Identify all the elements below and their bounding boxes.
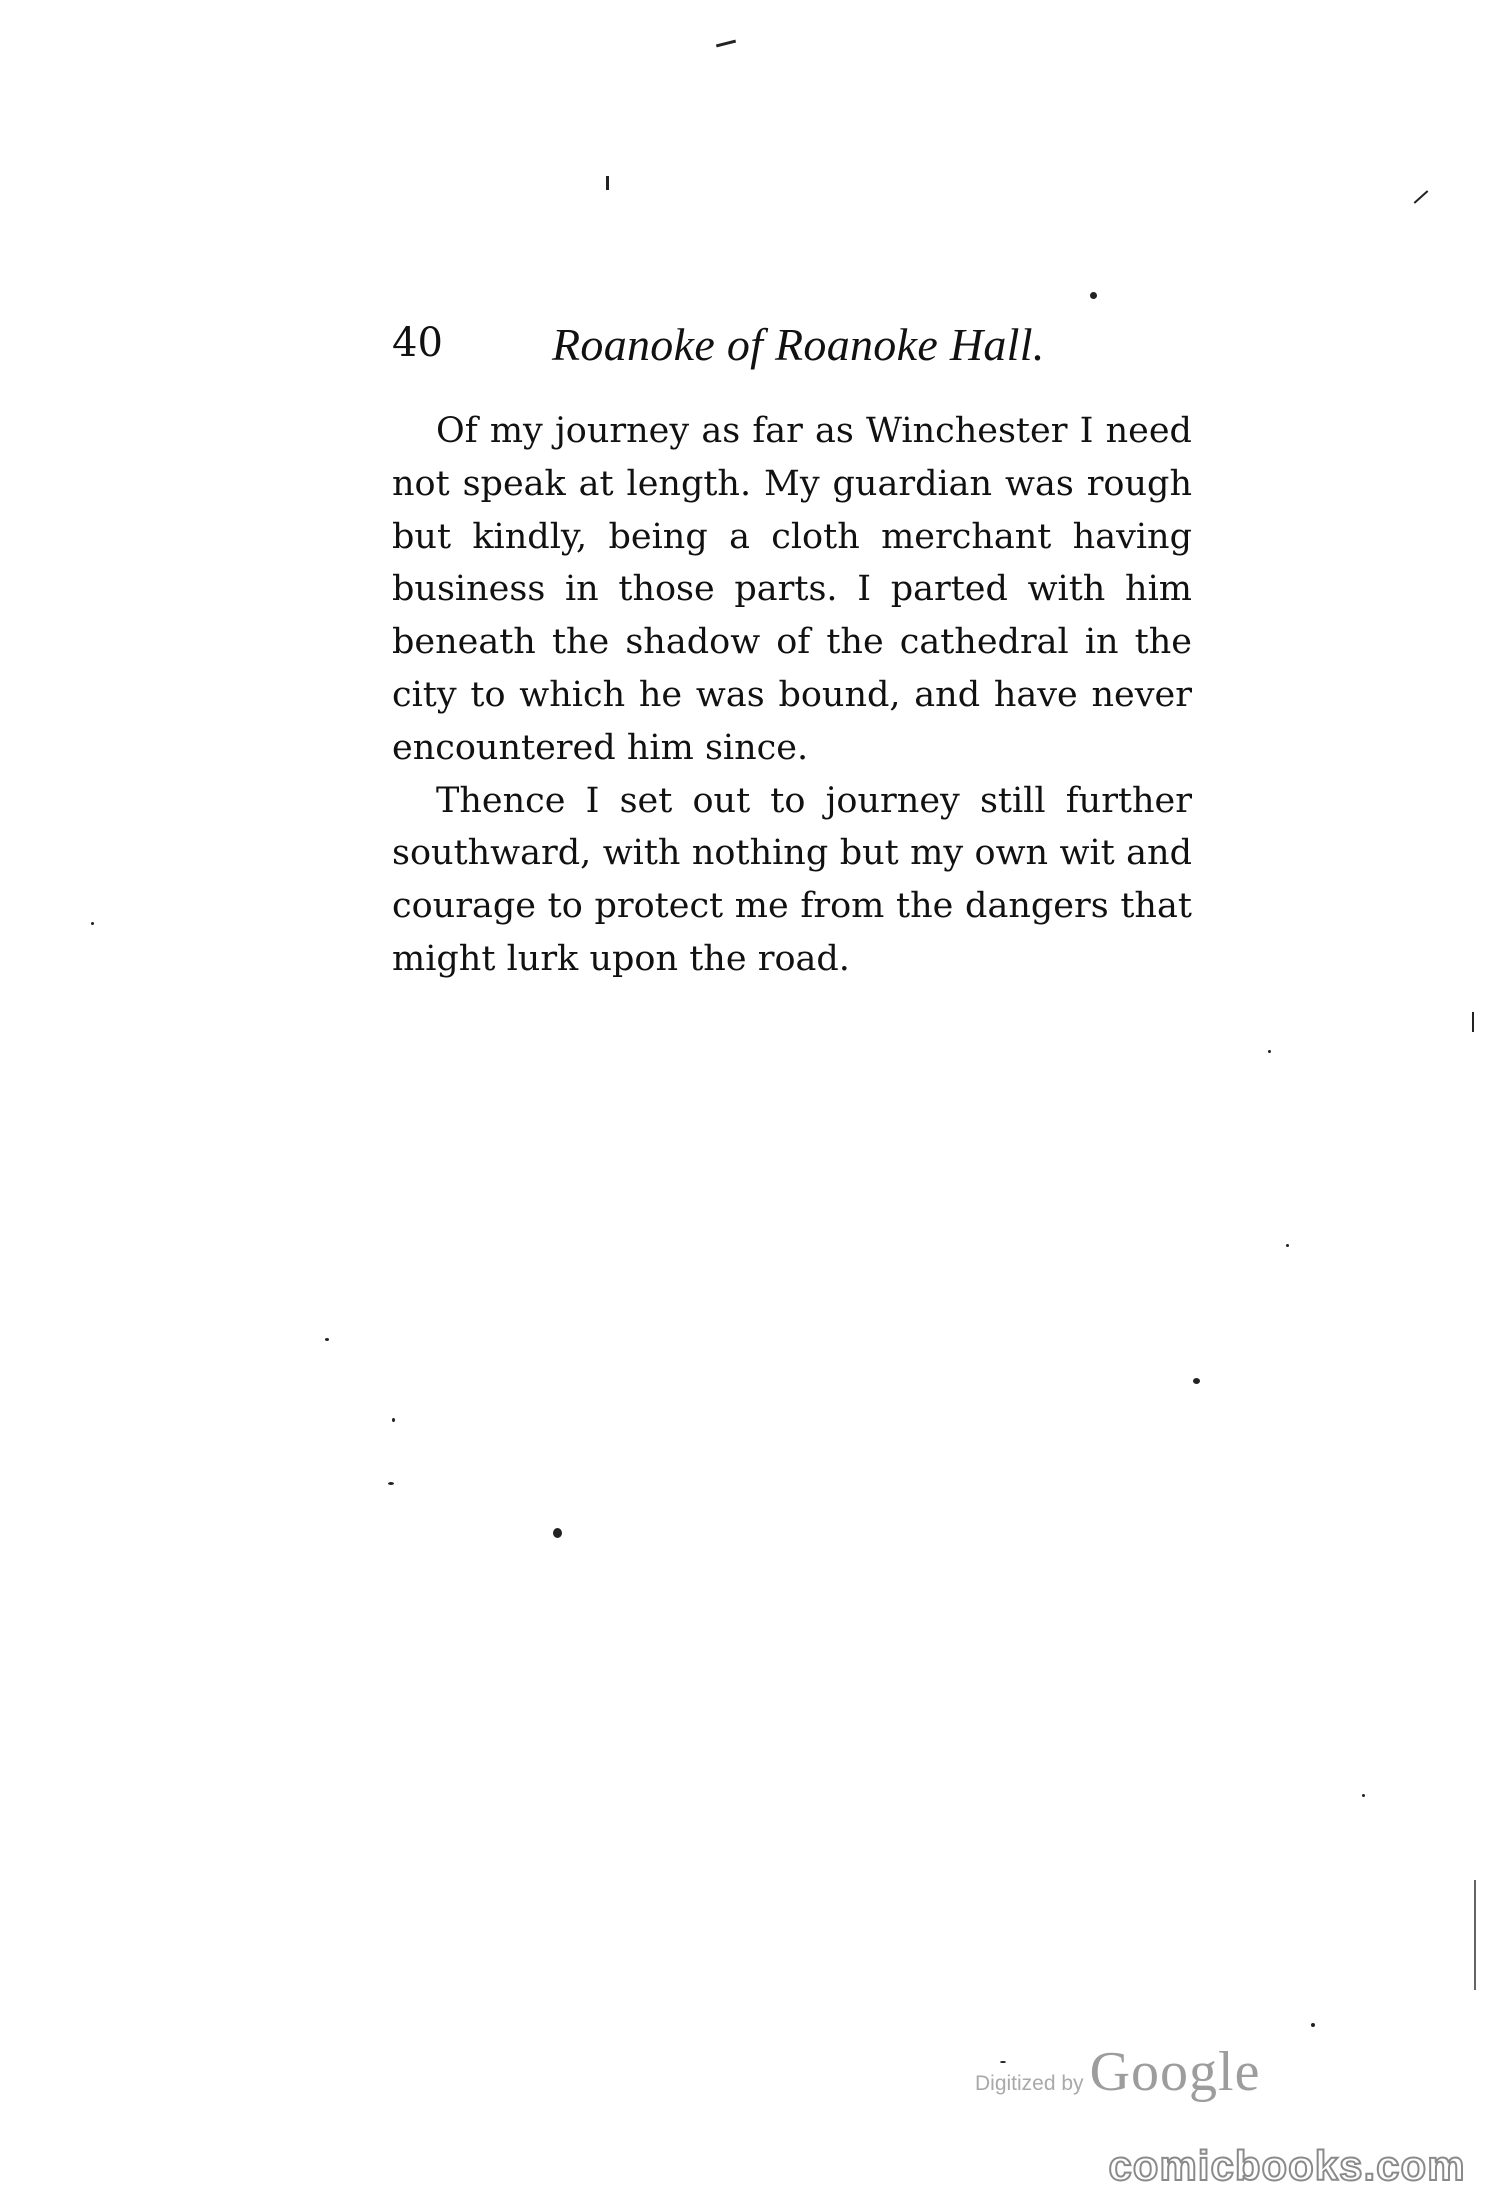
word: but <box>839 833 899 874</box>
scan-speck <box>1090 292 1097 299</box>
word: me <box>734 886 789 927</box>
text-line <box>392 775 1192 828</box>
word: rough <box>1086 463 1192 504</box>
word: merchant <box>881 516 1052 557</box>
word: cloth <box>771 516 860 557</box>
word: but <box>392 516 452 557</box>
word: from <box>800 886 885 927</box>
word: my <box>910 833 964 874</box>
word: which <box>519 674 626 715</box>
word: the <box>1134 622 1192 663</box>
google-logo: Google <box>1089 2041 1261 2103</box>
word: he <box>638 674 683 715</box>
text-line <box>392 722 1192 775</box>
text-line <box>392 616 1192 669</box>
word: lurk <box>506 938 579 979</box>
scan-speck <box>1362 1794 1365 1797</box>
word: my <box>489 411 543 451</box>
word: those <box>618 569 715 610</box>
word: encountered <box>392 727 616 768</box>
scan-mark <box>606 176 609 190</box>
word: southward, <box>392 833 592 874</box>
word: the <box>689 938 747 979</box>
scan-speck <box>392 1418 395 1422</box>
word: to <box>770 780 806 821</box>
word: upon <box>589 938 679 979</box>
scan-speck <box>1268 1050 1271 1053</box>
word: him <box>626 727 694 768</box>
body-text <box>392 405 1192 986</box>
word: road. <box>757 938 850 979</box>
word: might <box>392 938 496 979</box>
word: wit <box>1059 833 1115 874</box>
word: since. <box>704 727 809 768</box>
word: dangers <box>965 886 1109 927</box>
running-title: Roanoke of Roanoke Hall. <box>552 319 1045 370</box>
word: nothing <box>691 833 829 874</box>
word: guardian <box>832 463 993 504</box>
word: was <box>695 674 765 715</box>
word: journey <box>554 411 690 451</box>
word: with <box>602 833 681 874</box>
word: city <box>392 674 457 715</box>
paragraph-2 <box>392 775 1192 986</box>
word: length. <box>626 463 752 504</box>
scan-speck <box>1193 1378 1200 1384</box>
running-head <box>392 318 1192 378</box>
word: far <box>752 411 803 451</box>
scan-mark <box>1474 1880 1476 1990</box>
word: the <box>551 622 610 663</box>
text-line <box>392 458 1192 511</box>
word: courage <box>392 886 536 927</box>
digitization-credit <box>975 2040 1260 2120</box>
word: that <box>1120 886 1192 927</box>
paragraph-1 <box>392 405 1192 775</box>
word: the <box>826 622 884 663</box>
word: to <box>470 674 506 715</box>
word: Of <box>436 411 478 451</box>
scan-speck <box>1311 2023 1315 2027</box>
text-line <box>392 880 1192 933</box>
word: having <box>1072 516 1192 557</box>
text-line <box>392 669 1192 722</box>
scan-mark <box>1472 1012 1474 1032</box>
word: was <box>1005 463 1074 504</box>
word: as <box>815 411 854 451</box>
scan-speck <box>388 1482 394 1485</box>
scan-mark <box>716 40 736 48</box>
word: beneath <box>392 622 536 663</box>
word: cathedral <box>899 622 1069 663</box>
word: Winchester <box>866 411 1068 451</box>
word: never <box>1091 674 1192 715</box>
word: I <box>585 780 600 821</box>
word: I <box>1079 411 1094 451</box>
word: Thence <box>436 780 566 821</box>
word: shadow <box>625 622 761 663</box>
word: out <box>692 780 751 821</box>
word: My <box>764 463 820 504</box>
word: a <box>729 516 750 557</box>
word: the <box>896 886 954 927</box>
word: and <box>1126 833 1192 874</box>
word: him <box>1125 569 1192 610</box>
word: protect <box>594 886 724 927</box>
word: and <box>914 674 981 715</box>
digitized-by-label: Digitized by <box>975 2072 1084 2095</box>
word: have <box>993 674 1078 715</box>
word: to <box>547 886 583 927</box>
page-number: 40 <box>392 320 443 366</box>
word: need <box>1105 411 1192 451</box>
word: being <box>608 516 708 557</box>
word: parted <box>890 569 1008 610</box>
text-line <box>392 933 1192 986</box>
text-line <box>392 511 1192 564</box>
word: kindly, <box>472 516 588 557</box>
watermark <box>1092 2136 1482 2196</box>
scan-speck <box>91 922 94 925</box>
word: not <box>392 463 450 504</box>
text-line <box>392 827 1192 880</box>
word: own <box>974 833 1049 874</box>
word: of <box>776 622 811 663</box>
word: set <box>619 780 673 821</box>
word: I <box>857 569 872 610</box>
scan-mark <box>1414 190 1429 204</box>
text-line <box>392 405 1192 458</box>
word: parts. <box>734 569 838 610</box>
word: speak <box>462 463 566 504</box>
word: journey <box>825 780 960 821</box>
scan-speck <box>553 1528 562 1538</box>
watermark-text: comicbooks.com <box>1108 2142 1466 2189</box>
scan-speck <box>1286 1244 1289 1247</box>
word: in <box>1084 622 1119 663</box>
text-line <box>392 563 1192 616</box>
word: further <box>1065 780 1192 821</box>
word: with <box>1027 569 1106 610</box>
word: bound, <box>778 674 901 715</box>
word: as <box>701 411 741 451</box>
word: in <box>564 569 599 610</box>
word: still <box>979 780 1046 821</box>
word: business <box>392 569 546 610</box>
word: at <box>578 463 614 504</box>
scan-speck <box>325 1338 329 1341</box>
